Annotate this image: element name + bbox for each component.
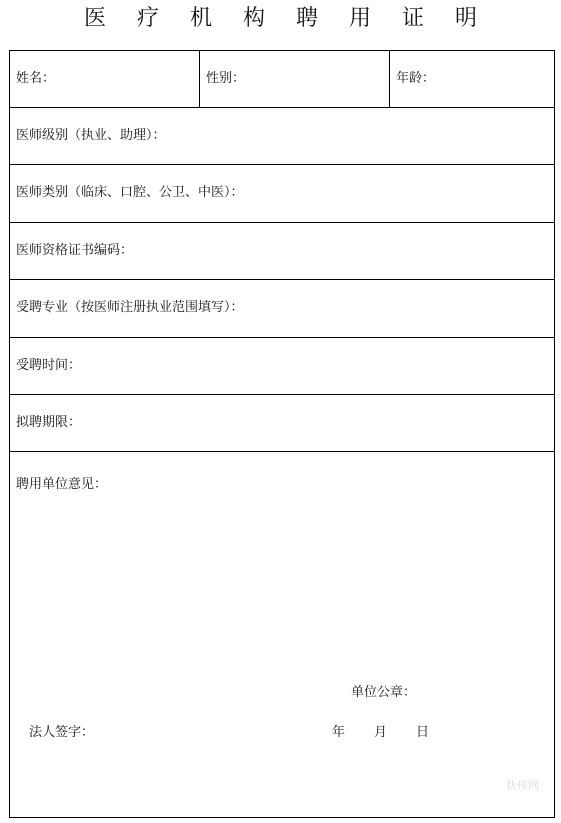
row-doctor-category[interactable]: [10, 165, 554, 223]
name-label: 姓名：: [16, 71, 56, 86]
employer-opinion-label: 聘用单位意见：: [16, 477, 108, 492]
name-cell[interactable]: [10, 51, 200, 107]
document-title: 医 疗 机 构 聘 用 证 明: [84, 6, 489, 31]
year-label: 年: [332, 725, 346, 740]
specialty-label: 受聘专业（按医师注册执业范围填写）：: [16, 300, 244, 315]
row-hire-time[interactable]: [10, 338, 554, 395]
certificate-form: [9, 50, 555, 818]
doctor-level-label: 医师级别（执业、助理）：: [16, 128, 166, 143]
certificate-number-label: 医师资格证书编码：: [16, 243, 134, 258]
row-employer-opinion[interactable]: [10, 452, 554, 817]
term-label: 拟聘期限：: [16, 415, 82, 430]
row-certificate-number[interactable]: [10, 223, 554, 280]
unit-seal-label: 单位公章：: [351, 685, 417, 700]
gender-cell[interactable]: [200, 51, 390, 107]
age-label: 年龄：: [396, 71, 436, 86]
row-doctor-level[interactable]: [10, 108, 554, 165]
gender-label: 性别：: [206, 71, 246, 86]
watermark: 快传网: [506, 779, 539, 792]
month-label: 月: [374, 725, 388, 740]
row-basic-info: [10, 51, 554, 108]
signature-label: 法人签字：: [29, 725, 95, 740]
doctor-category-label: 医师类别（临床、口腔、公卫、中医）：: [16, 185, 244, 200]
hire-time-label: 受聘时间：: [16, 358, 82, 373]
row-term[interactable]: [10, 395, 554, 452]
row-specialty[interactable]: [10, 280, 554, 338]
day-label: 日: [416, 725, 430, 740]
age-cell[interactable]: [390, 51, 554, 107]
